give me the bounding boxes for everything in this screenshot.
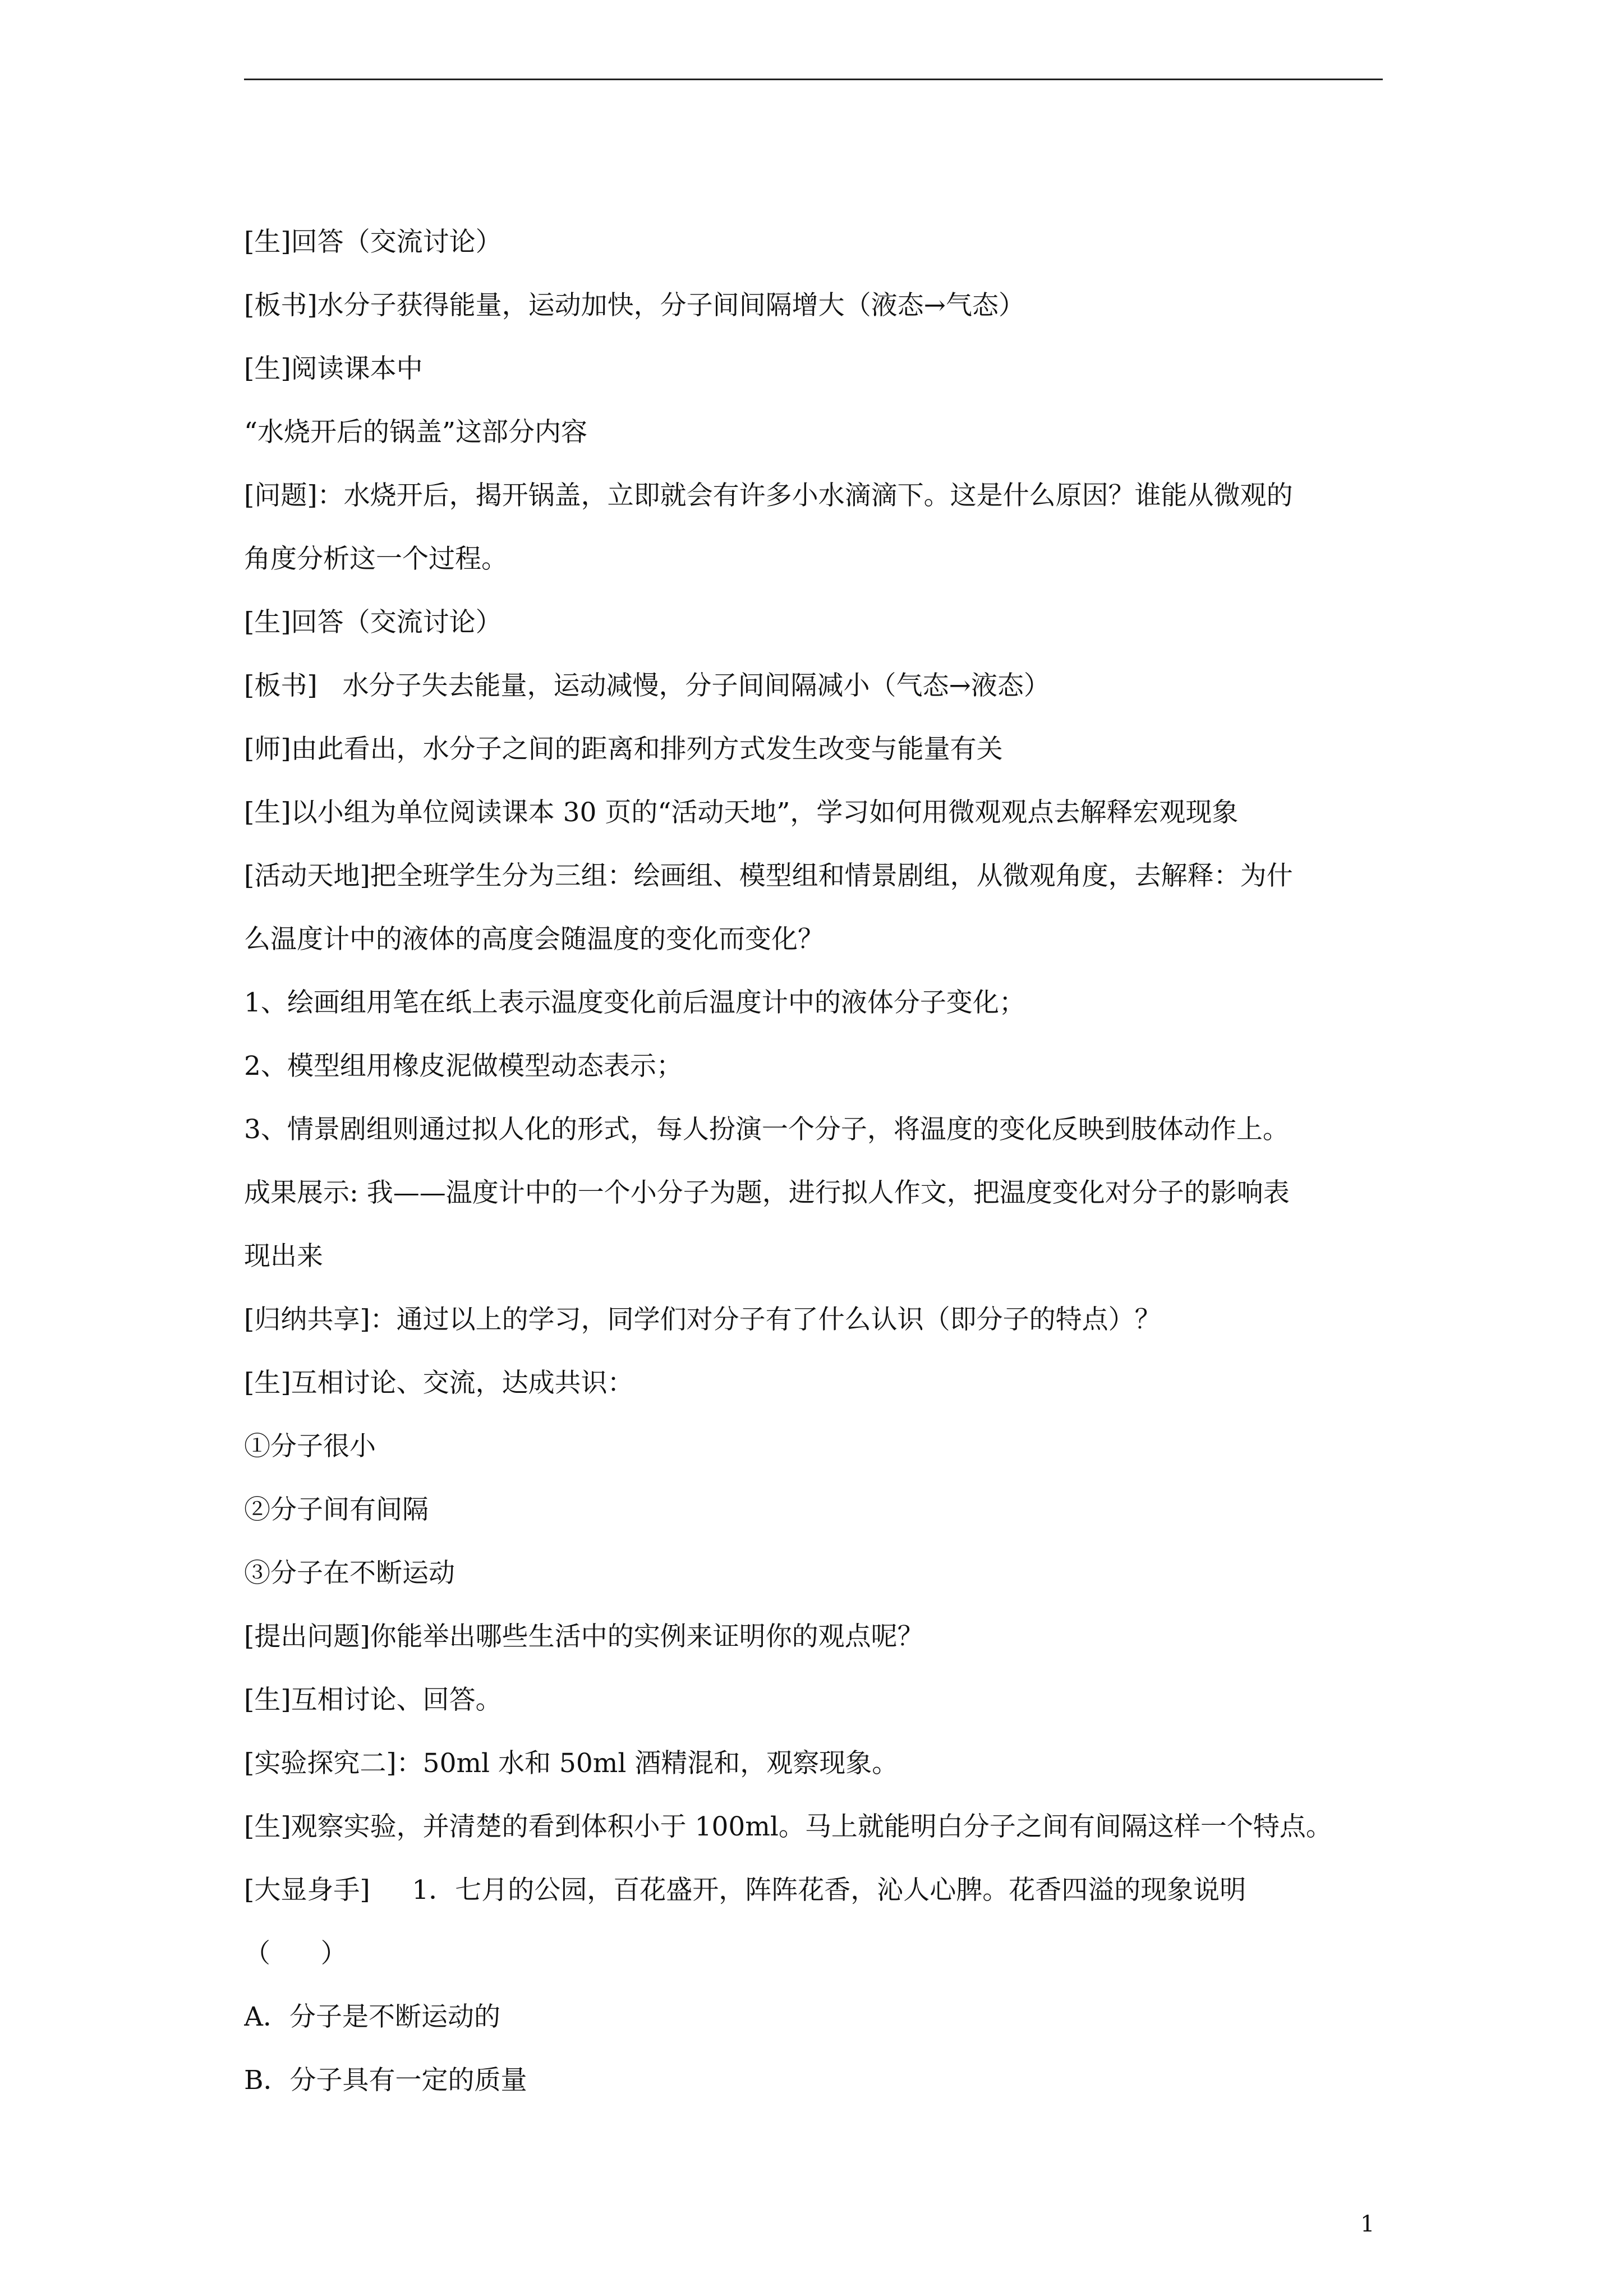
text-line: A．分子是不断运动的	[244, 2001, 500, 2032]
text-line: （ ）	[244, 1938, 347, 1969]
text-line: [生]以小组为单位阅读课本 30 页的“活动天地”，学习如何用微观观点去解释宏观现象	[244, 797, 1239, 828]
header-rule	[244, 79, 1383, 80]
text-line: [实验探究二]：50ml 水和 50ml 酒精混和，观察现象。	[244, 1748, 899, 1779]
text-line: 现出来	[244, 1241, 323, 1272]
text-line: [大显身手] 1．七月的公园，百花盛开，阵阵花香，沁人心脾。花香四溢的现象说明	[244, 1875, 1246, 1906]
text-line: [问题]：水烧开后，揭开锅盖，立即就会有许多小水滴滴下。这是什么原因？谁能从微观的	[244, 480, 1293, 511]
text-line: [生]互相讨论、回答。	[244, 1685, 502, 1715]
text-line: [生]观察实验，并清楚的看到体积小于 100ml。马上就能明白分子之间有间隔这样一个特点。	[244, 1811, 1332, 1842]
text-line: [提出问题]你能举出哪些生活中的实例来证明你的观点呢？	[244, 1621, 924, 1652]
page-number: 1	[1360, 2211, 1375, 2237]
text-line: [师]由此看出，水分子之间的距离和排列方式发生改变与能量有关	[244, 734, 1003, 765]
text-line: [生]回答（交流讨论）	[244, 227, 502, 257]
text-line: 么温度计中的液体的高度会随温度的变化而变化？	[244, 924, 824, 955]
text-line: ②分子间有间隔	[244, 1494, 429, 1525]
text-line: [归纳共享]：通过以上的学习，同学们对分子有了什么认识（即分子的特点）？	[244, 1304, 1161, 1335]
text-line: ③分子在不断运动	[244, 1558, 455, 1589]
text-line: “水烧开后的锅盖”这部分内容	[244, 417, 588, 448]
text-line: [板书]水分子获得能量，运动加快，分子间间隔增大（液态→气态）	[244, 290, 1025, 321]
text-line: [生]阅读课本中	[244, 353, 423, 384]
text-line: [生]回答（交流讨论）	[244, 607, 502, 638]
text-line: B．分子具有一定的质量	[244, 2065, 527, 2096]
text-line: 1、绘画组用笔在纸上表示温度变化前后温度计中的液体分子变化；	[244, 987, 1025, 1018]
text-line: [生]互相讨论、交流，达成共识：	[244, 1368, 634, 1398]
text-line: 成果展示: 我——温度计中的一个小分子为题，进行拟人作文，把温度变化对分子的影响表	[244, 1177, 1290, 1208]
text-line: ①分子很小	[244, 1431, 376, 1462]
text-line: [活动天地]把全班学生分为三组：绘画组、模型组和情景剧组，从微观角度，去解释：为什	[244, 861, 1293, 891]
text-line: 2、模型组用橡皮泥做模型动态表示；	[244, 1051, 683, 1082]
text-line: 3、情景剧组则通过拟人化的形式，每人扮演一个分子，将温度的变化反映到肢体动作上。	[244, 1114, 1289, 1145]
document-body	[244, 210, 1386, 2112]
text-line: 角度分析这一个过程。	[244, 544, 508, 574]
text-line: [板书] 水分子失去能量，运动减慢，分子间间隔减小（气态→液态）	[244, 670, 1050, 701]
